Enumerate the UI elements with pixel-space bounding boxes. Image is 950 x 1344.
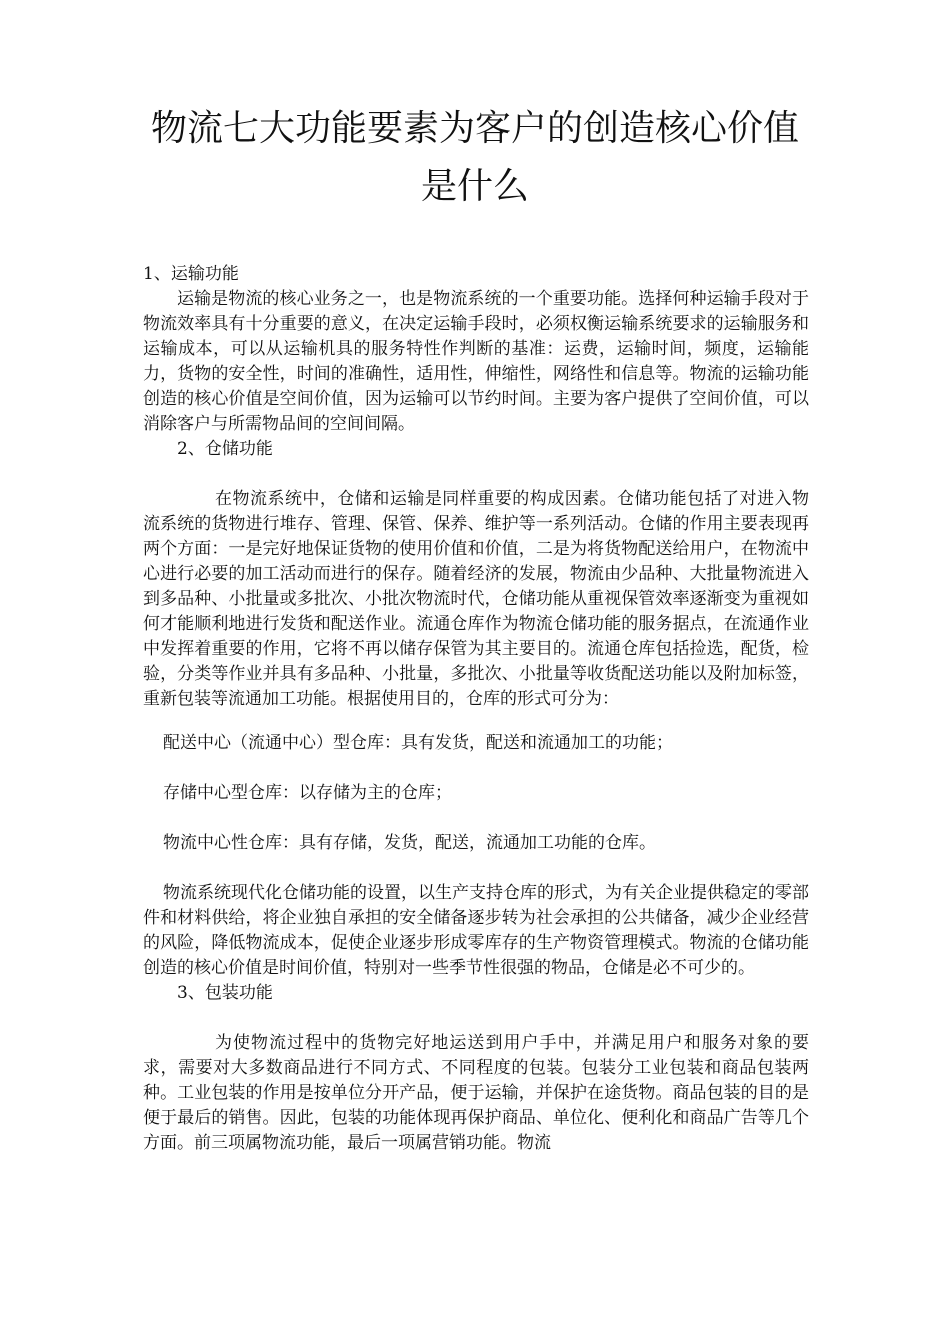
section-heading-transport: 1、运输功能	[143, 264, 239, 284]
paragraph-storage: 在物流系统中，仓储和运输是同样重要的构成因素。仓储功能包括了对进入物流系统的货物进行堆存、管理、保管、保养、维护等一系列活动。仓储的作用主要表现再两个方面：一是完好地保证货物的使用价值和价值，二是为将货物配送给用户，在物流中心进行必要的加工活动而进行的保存。随着经济的发展，物流由少品种、大批量物流进入到多品种、小批量或多批次、小批次物流时代，仓储功能从重视保管效率逐渐变为重视如何才能顺利地进行发货和配送作业。流通仓库作为物流仓储功能的服务据点，在流通作业中发挥着重要的作用，它将不再以储存保管为其主要目的。流通仓库包括捡选，配货，检验，分类等作业并具有多品种、小批量，多批次、小批量等收货配送功能以及附加标签，重新包装等流通加工功能。根据使用目的，仓库的形式可分为：	[143, 489, 809, 709]
storage-type-item: 物流中心性仓库：具有存储，发货，配送，流通加工功能的仓库。	[163, 833, 656, 853]
document-title	[120, 100, 830, 216]
paragraph-transport: 运输是物流的核心业务之一，也是物流系统的一个重要功能。选择何种运输手段对于物流效率具有十分重要的意义，在决定运输手段时，必须权衡运输系统要求的运输服务和运输成本，可以从运输机具的服务特性作判断的基准：运费，运输时间，频度，运输能力，货物的安全性，时间的准确性，适用性，伸缩性，网络性和信息等。物流的运输功能创造的核心价值是空间价值，因为运输可以节约时间。主要为客户提供了空间价值，可以消除客户与所需物品间的空间间隔。	[143, 289, 809, 434]
document-body	[143, 262, 809, 1156]
title-line-1: 物流七大功能要素为客户的创造核心价值	[150, 108, 799, 149]
section-heading-packaging: 3、包装功能	[177, 983, 273, 1003]
title-line-2: 是什么	[420, 166, 529, 207]
paragraph-packaging: 为使物流过程中的货物完好地运送到用户手中，并满足用户和服务对象的要求，需要对大多数商品进行不同方式、不同程度的包装。包装分工业包装和商品包装两种。工业包装的作用是按单位分开产品，便于运输，并保护在途货物。商品包装的目的是便于最后的销售。因此，包装的功能体现再保护商品、单位化、便利化和商品广告等几个方面。前三项属物流功能，最后一项属营销功能。物流	[143, 1033, 809, 1153]
paragraph-storage-modern: 物流系统现代化仓储功能的设置，以生产支持仓库的形式，为有关企业提供稳定的零部件和材料供给，将企业独自承担的安全储备逐步转为社会承担的公共储备，减少企业经营的风险，降低物流成本，促使企业逐步形成零库存的生产物资管理模式。物流的仓储功能创造的核心价值是时间价值，特别对一些季节性很强的物品，仓储是必不可少的。	[143, 883, 809, 978]
storage-type-item: 配送中心（流通中心）型仓库：具有发货，配送和流通加工的功能；	[163, 733, 673, 753]
section-heading-storage: 2、仓储功能	[177, 439, 273, 459]
storage-type-item: 存储中心型仓库：以存储为主的仓库；	[163, 783, 452, 803]
